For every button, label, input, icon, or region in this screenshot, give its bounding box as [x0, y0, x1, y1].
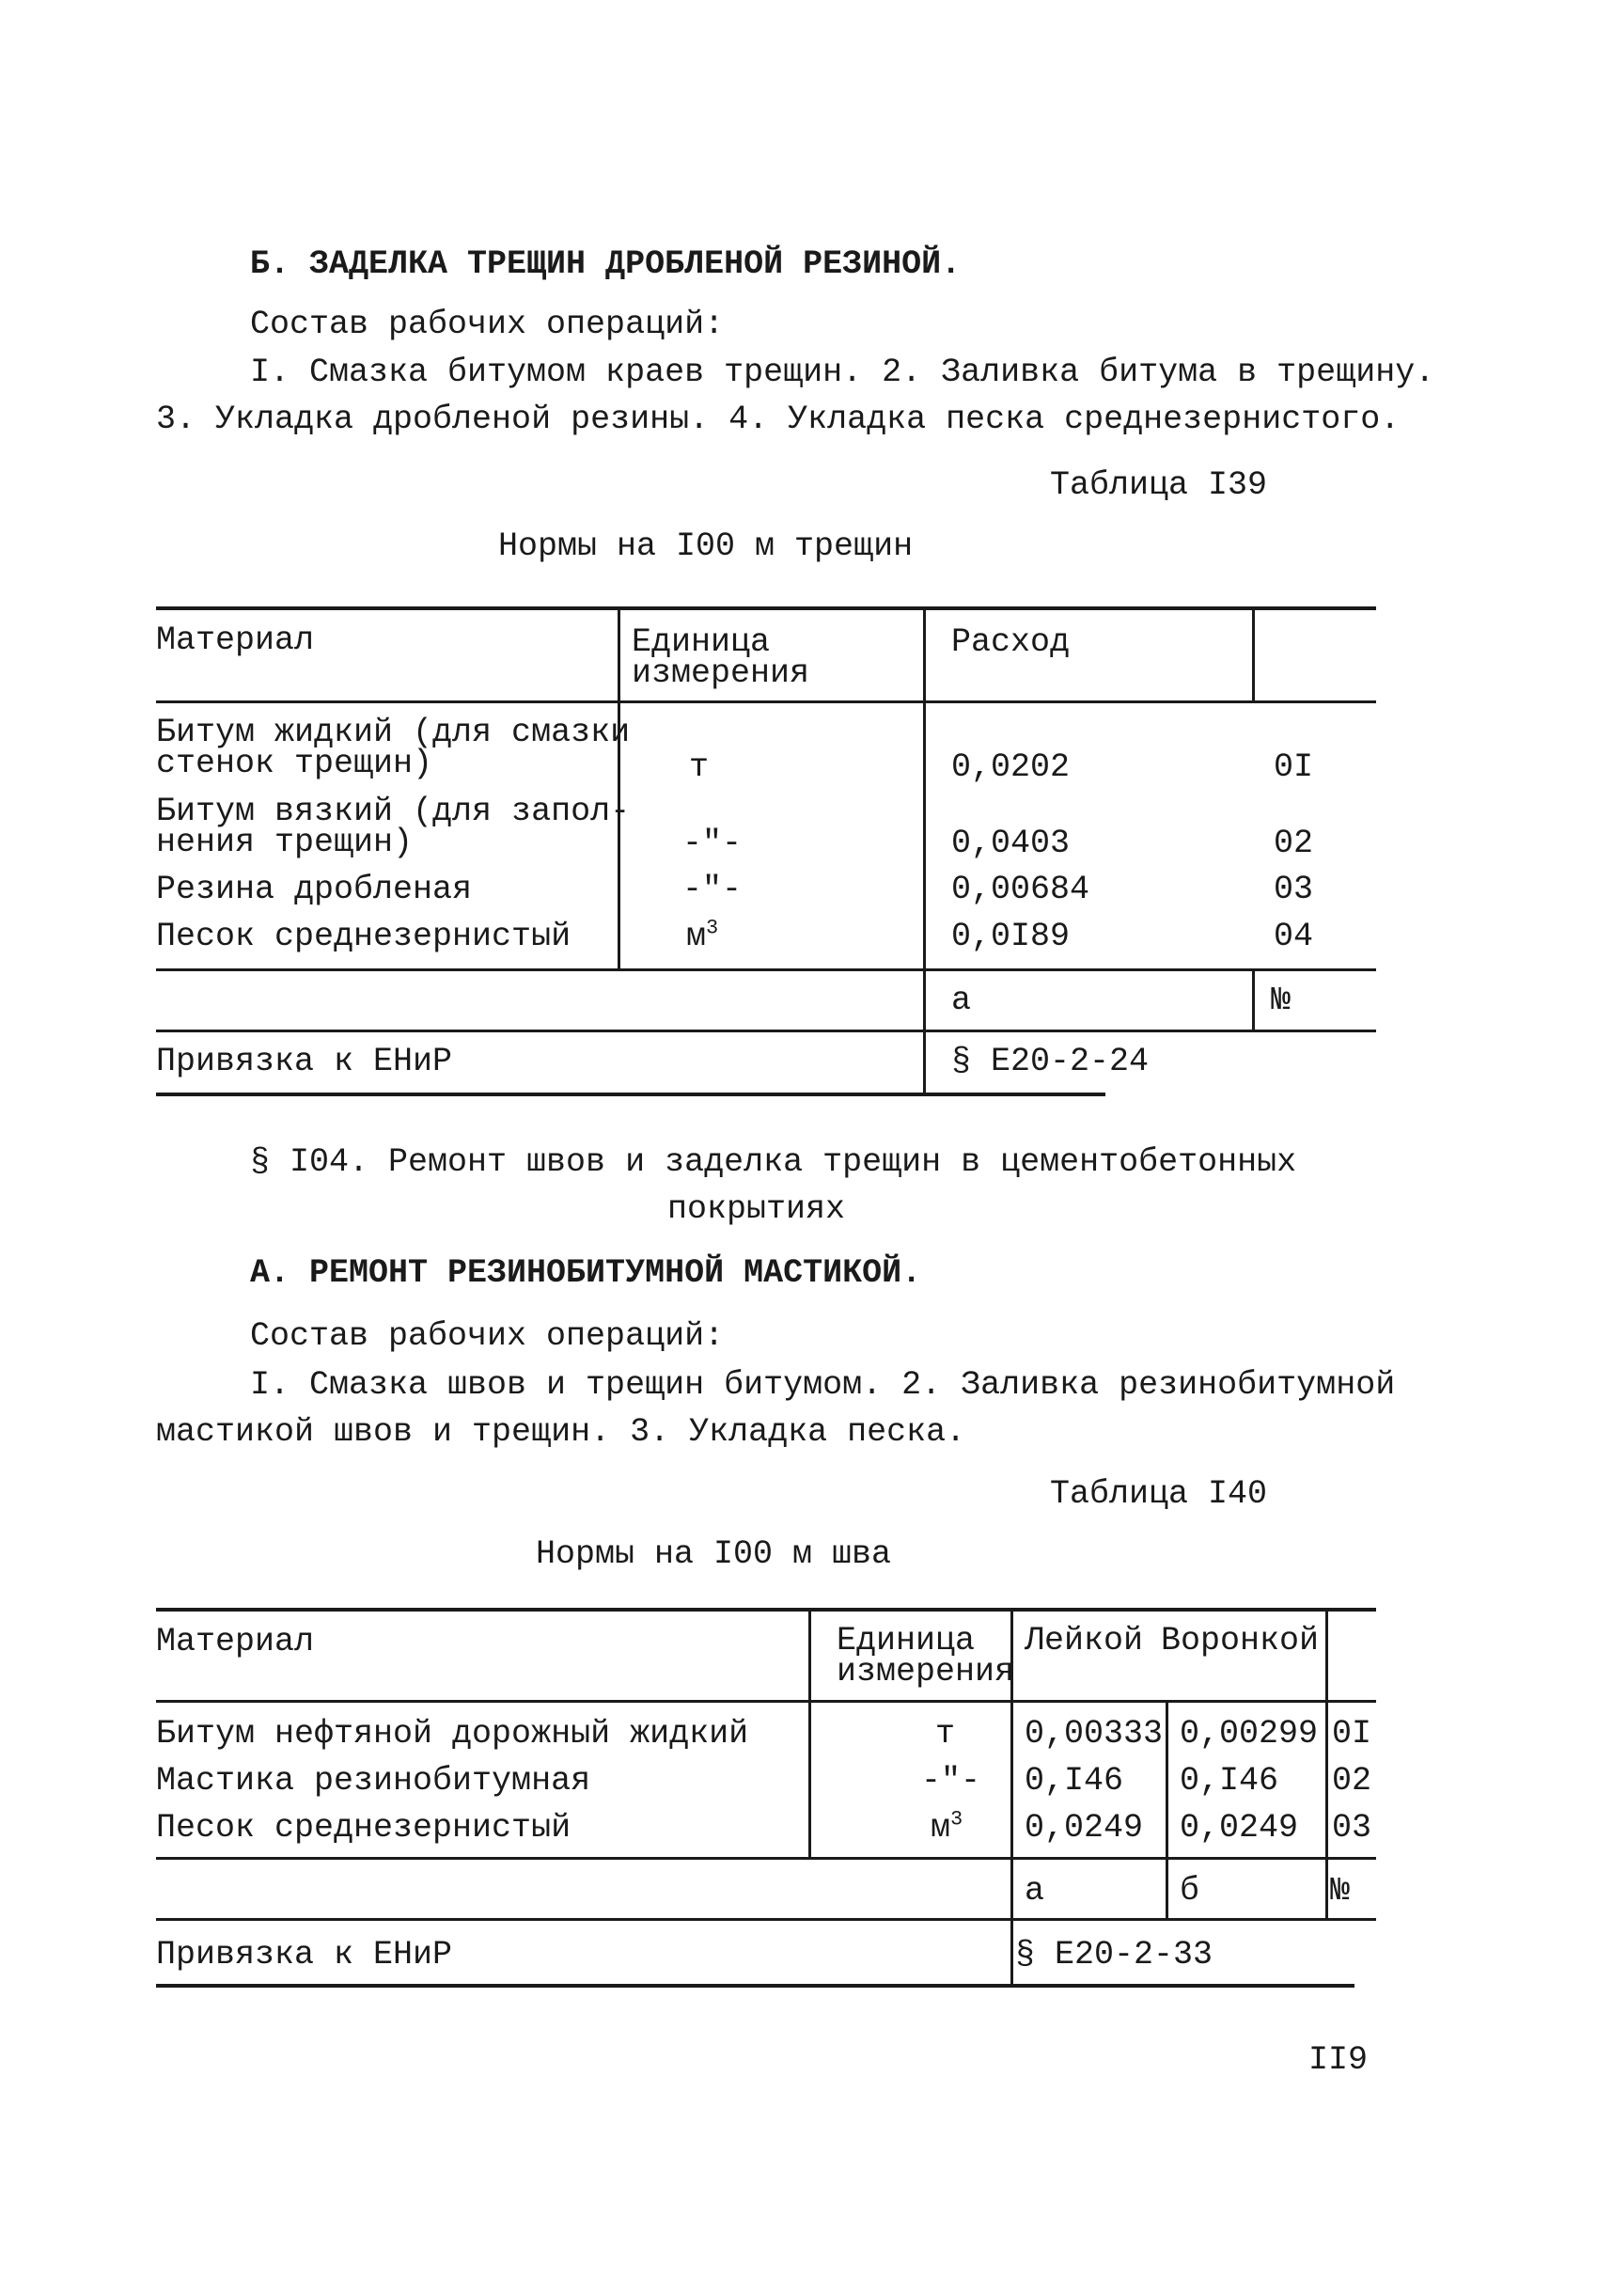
value-a-cell: 0,00333 [1025, 1715, 1164, 1753]
material-cell: Битум жидкий (для смазки [156, 714, 631, 751]
unit-cell: $м^3$ [931, 1807, 963, 1847]
value-a-cell: 0,I46 [1025, 1762, 1124, 1800]
header-col-a: Лейкой [1025, 1622, 1144, 1659]
code-cell: 03 [1332, 1809, 1372, 1847]
header-rate: Расход [951, 623, 1071, 661]
unit-cell: -"- [682, 825, 743, 862]
material-cell: Мастика резинобитумная [156, 1762, 591, 1800]
header-unit: измерения [837, 1653, 1015, 1691]
value-b-cell: 0,I46 [1180, 1762, 1279, 1800]
header-material: Материал [156, 621, 315, 659]
header-unit: измерения [632, 654, 810, 692]
table-caption: Нормы на I00 м трещин [498, 527, 914, 565]
code-cell: 0I [1332, 1715, 1372, 1753]
section-title: покрытиях [667, 1190, 846, 1228]
page-number: II9 [1308, 2041, 1369, 2079]
code-cell: 02 [1274, 825, 1314, 862]
header-unit: Единица [837, 1622, 976, 1659]
value-b-cell: 0,00299 [1180, 1715, 1319, 1753]
value-cell: 0,0403 [951, 825, 1071, 862]
material-cell: Битум нефтяной дорожный жидкий [156, 1715, 749, 1753]
binding-label: Привязка к ЕНиР [156, 1936, 453, 1974]
header-unit: Единица [632, 623, 771, 661]
footer-column-letter: а [951, 982, 972, 1019]
header-material: Материал [156, 1623, 315, 1660]
footer-column-letter: а [1025, 1872, 1045, 1910]
table-caption: Нормы на I00 м шва [536, 1535, 892, 1573]
binding-value: § Е20-2-33 [1015, 1936, 1213, 1974]
unit-cell: $м^3$ [686, 916, 719, 955]
table-label: Таблица I40 [1050, 1475, 1268, 1513]
ops-title: Состав рабочих операций: [250, 1317, 725, 1355]
material-cell: Песок среднезернистый [156, 918, 571, 955]
material-cell: стенок трещин) [156, 745, 433, 782]
material-cell: Резина дробленая [156, 871, 473, 908]
binding-label: Привязка к ЕНиР [156, 1043, 453, 1080]
ops-line: мастикой швов и трещин. 3. Укладка песка. [156, 1413, 966, 1451]
unit-superscript: 3 [950, 1807, 963, 1832]
value-a-cell: 0,0249 [1025, 1809, 1144, 1847]
value-cell: 0,00684 [951, 871, 1090, 908]
section-heading: Б. ЗАДЕЛКА ТРЕЩИН ДРОБЛЕНОЙ РЕЗИНОЙ. [250, 245, 962, 283]
code-cell: 0I [1274, 748, 1314, 786]
unit-superscript: 3 [706, 916, 719, 940]
code-cell: 04 [1274, 918, 1314, 955]
header-col-b: Воронкой [1161, 1622, 1320, 1659]
code-cell: 02 [1332, 1762, 1372, 1800]
ops-line: 3. Укладка дробленой резины. 4. Укладка песка среднезернистого. [156, 401, 1401, 438]
value-cell: 0,0202 [951, 748, 1071, 786]
unit-cell: -"- [921, 1762, 981, 1800]
binding-value: § Е20-2-24 [951, 1043, 1150, 1080]
material-cell: Песок среднезернистый [156, 1809, 571, 1847]
ops-title: Состав рабочих операций: [250, 306, 725, 343]
unit-cell: т [689, 748, 710, 786]
code-cell: 03 [1274, 871, 1314, 908]
value-cell: 0,0I89 [951, 918, 1071, 955]
ops-line: I. Смазка битумом краев трещин. 2. Заливка битума в трещину. [250, 354, 1435, 391]
footer-number-sign: № [1271, 982, 1292, 1019]
table-label: Таблица I39 [1050, 466, 1268, 504]
section-title: § I04. Ремонт швов и заделка трещин в цементобетонных [250, 1143, 1297, 1181]
ops-line: I. Смазка швов и трещин битумом. 2. Заливка резинобитумной [250, 1366, 1396, 1404]
value-b-cell: 0,0249 [1180, 1809, 1299, 1847]
footer-column-letter: б [1180, 1872, 1200, 1910]
material-cell: нения трещин) [156, 824, 414, 861]
unit-cell: -"- [682, 871, 743, 908]
unit-cell: т [935, 1715, 956, 1753]
material-cell: Битум вязкий (для запол- [156, 793, 631, 830]
section-heading: А. РЕМОНТ РЕЗИНОБИТУМНОЙ МАСТИКОЙ. [250, 1254, 922, 1292]
footer-number-sign: № [1330, 1872, 1351, 1910]
